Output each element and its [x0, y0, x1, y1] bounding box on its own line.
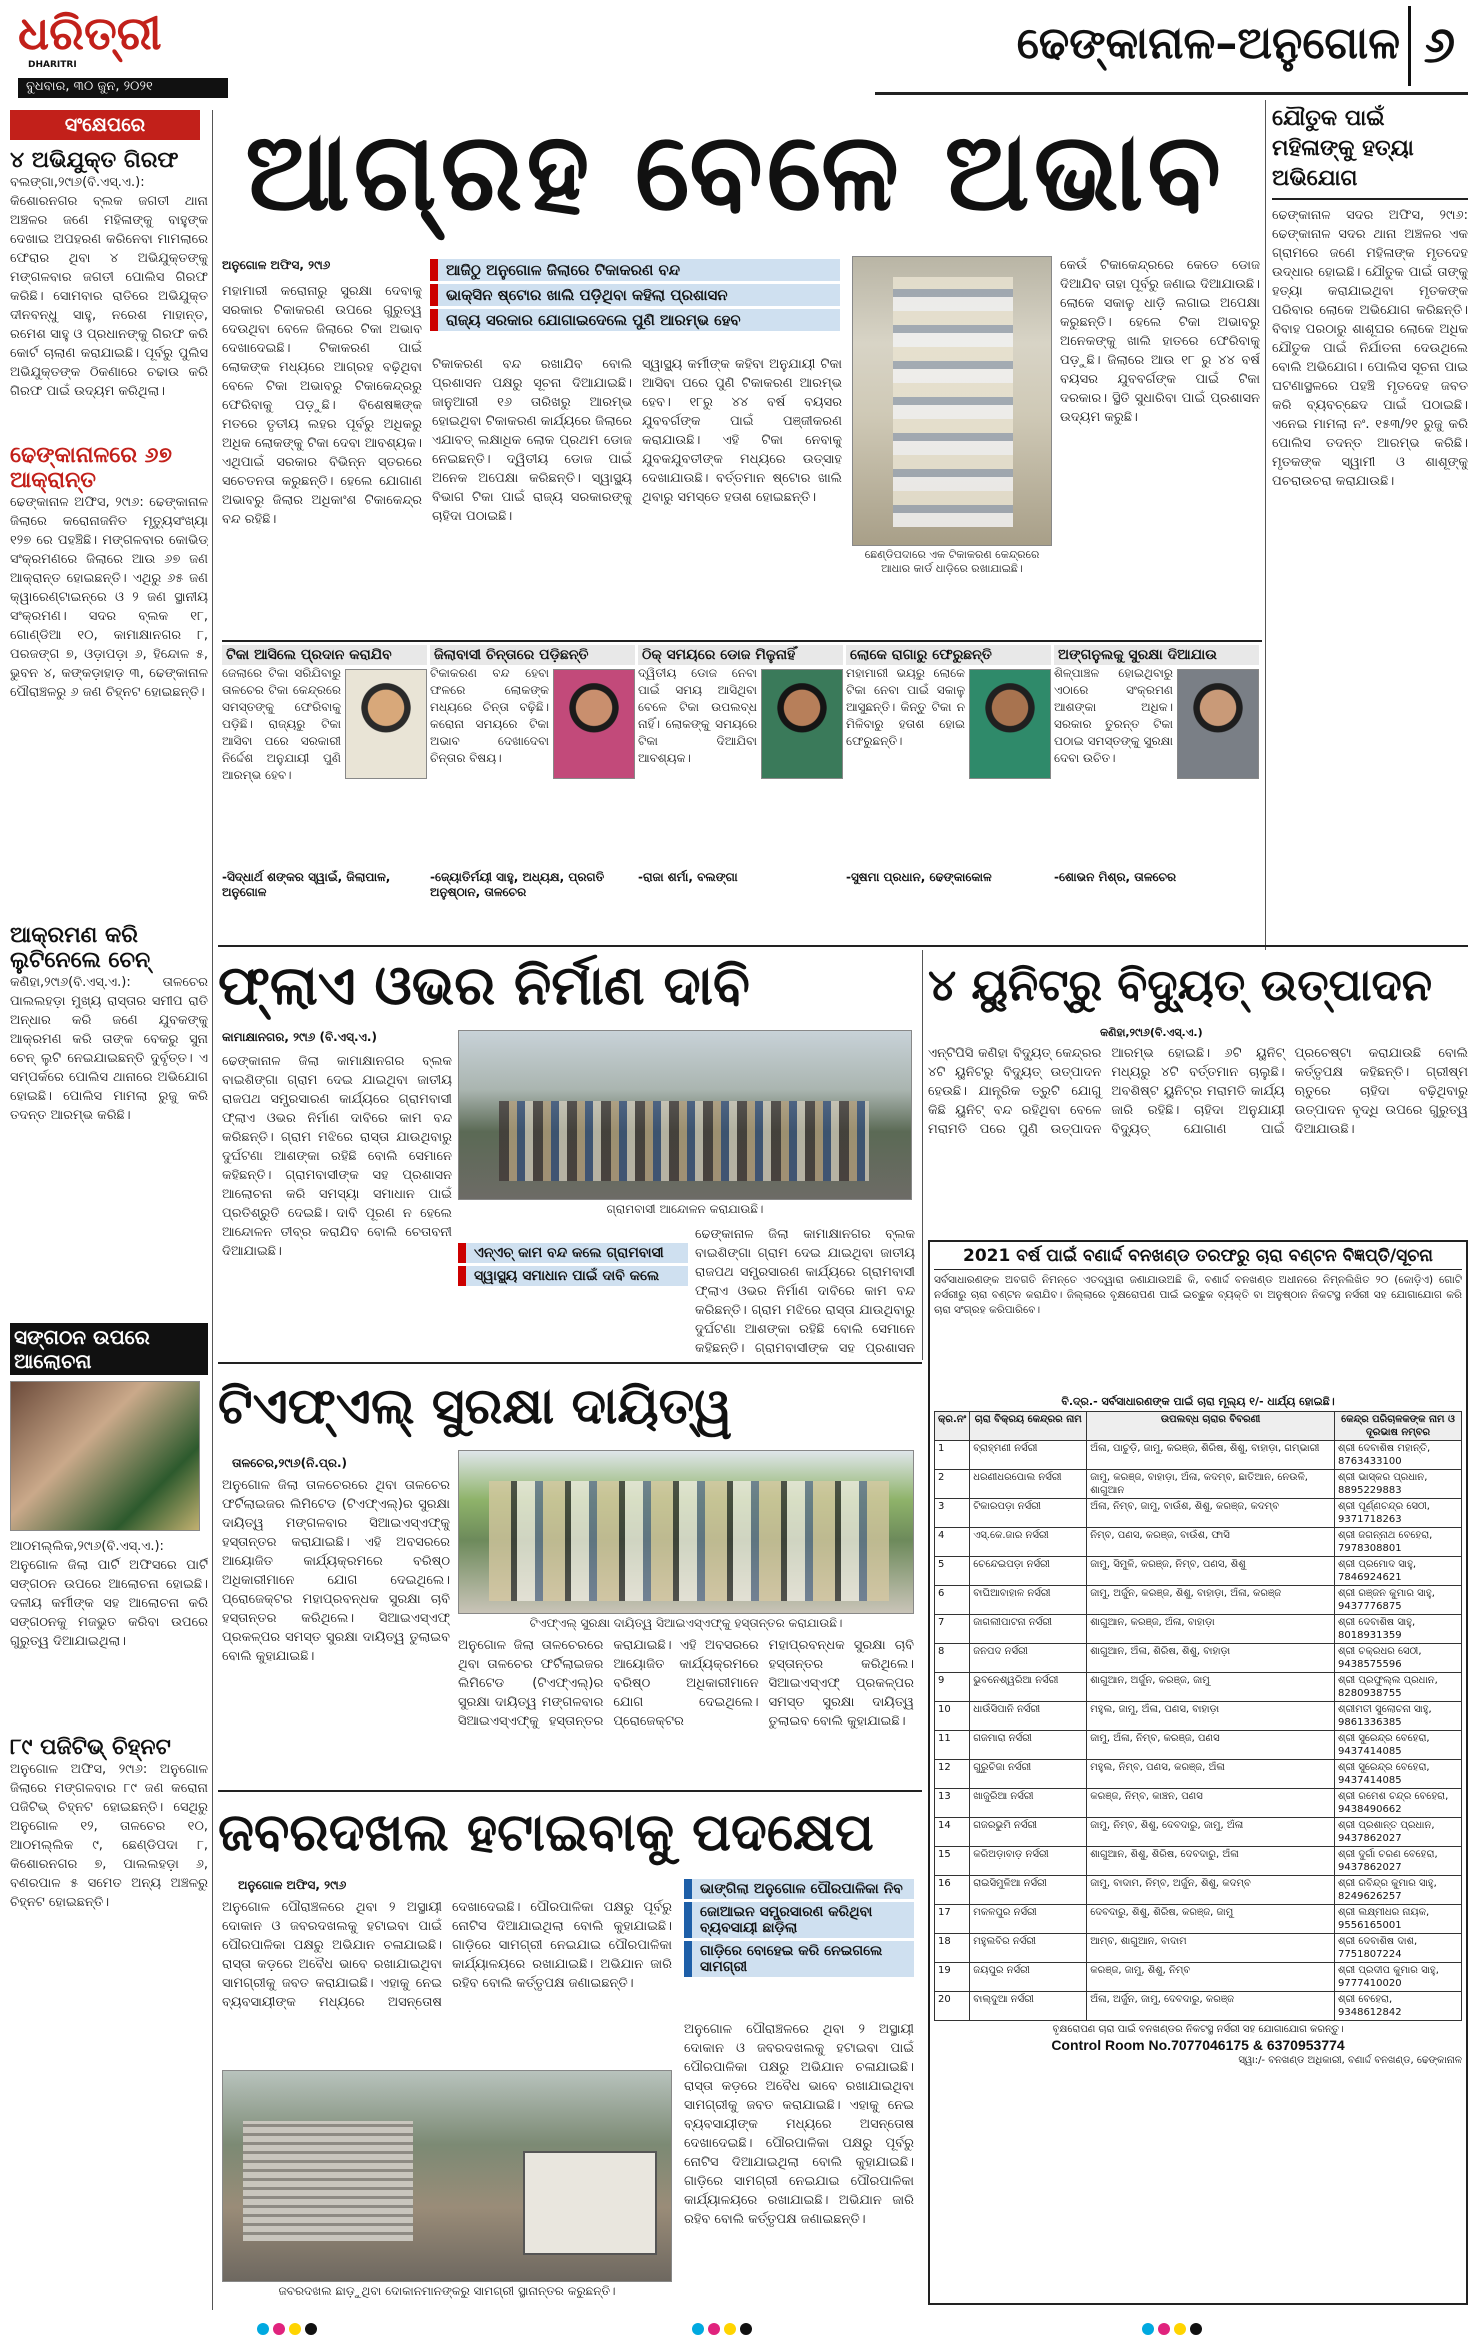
- table-cell: 9: [935, 1673, 970, 1702]
- lead-photo-caption: ଛେଣ୍ଡିପଦାରେ ଏକ ଟିକାକରଣ କେନ୍ଦ୍ରରେ ଆଧାର କାର୍ଡ ଧାଡ଼ିରେ ରଖାଯାଇଛି।: [864, 548, 1040, 575]
- dowry-headline: ଯୌତୁକ ପାଇଁ ମହିଳାଙ୍କୁ ହତ୍ୟା ଅଭିଯୋଗ: [1272, 104, 1468, 200]
- table-cell: ଶ୍ରୀ ଦୁର୍ଗା ଚରଣ ବେହେରା, 9437862027: [1335, 1847, 1462, 1876]
- encroach-bullet: ଜୋଆଇନ ସମ୍ପ୍ରସାରଣ କରିଥିବା ବ୍ୟବସାୟୀ ଛାଡ଼ିଲା: [684, 1902, 914, 1938]
- table-cell: ମକଳପୁର ନର୍ସରୀ: [970, 1905, 1087, 1934]
- table-cell: ଆମ୍ବ, ଶାଗୁଆନ, ବାଦାମ: [1087, 1934, 1335, 1963]
- section-rule: [218, 945, 1468, 947]
- table-cell: 15: [935, 1847, 970, 1876]
- avatar: [761, 669, 843, 779]
- table-cell: ଶ୍ରୀ ବେହେରା, 9348612842: [1335, 1992, 1462, 2021]
- brief-headline: ୮୯ ପଜିଟିଭ୍ ଚିହ୍ନଟ: [10, 1735, 171, 1760]
- table-cell: ଶ୍ରୀ ସୁରେନ୍ଦ୍ର ବେହେରା, 9437414085: [1335, 1760, 1462, 1789]
- table-cell: ଜୟପୁର ନର୍ସରୀ: [970, 1963, 1087, 1992]
- table-cell: ଶ୍ରୀ ପୂର୍ଣ୍ଣଚନ୍ଦ୍ର ସେଠୀ, 9371718263: [1335, 1499, 1462, 1528]
- table-cell: ଶ୍ରୀ ଚକ୍ରଧର ସେଠୀ, 9438575596: [1335, 1644, 1462, 1673]
- table-cell: ଜାମୁ, ନିମ୍ବ, ଶିଶୁ, ଦେବଦାରୁ, ଜାମୁ, ଅଁଳା: [1087, 1818, 1335, 1847]
- table-cell: ନିମ୍ବ, ପଣସ, କରଞ୍ଜ, ବାଉଁଶ, ଫାସି: [1087, 1528, 1335, 1557]
- table-cell: 4: [935, 1528, 970, 1557]
- table-cell: ଜାଗଲୀପାଟନା ନର୍ସରୀ: [970, 1615, 1087, 1644]
- table-row: [935, 1615, 1462, 1644]
- table-cell: ବାଘିଆବାହାଳ ନର୍ସରୀ: [970, 1586, 1087, 1615]
- lead-body-col2: ଟିକାକରଣ ବନ୍ଦ ରଖାଯିବ ବୋଲି ପ୍ରଶାସନ ପକ୍ଷରୁ ସୂଚନା ଦିଆଯାଇଛି। ଜାନୁଆରୀ ୧୬ ତାରିଖରୁ ଆରମ୍ଭ ହୋଇଥିବା ଟିକାକରଣ କାର୍ଯ୍ୟରେ ଜିଲାରେ ଏଯାବତ୍ ଲକ୍ଷାଧିକ ଲୋକ ପ୍ରଥମ ଡୋଜ ନେଇଛନ୍ତି। ଦ୍ୱିତୀୟ ଡୋଜ ପାଇଁ ଅନେକ ଅପେକ୍ଷା କରିଛନ୍ତି। ସ୍ୱାସ୍ଥ୍ୟ ବିଭାଗ ଟିକା ପାଇଁ ରାଜ୍ୟ ସରକାରଙ୍କୁ ଚାହିଦା ପଠାଇଛି।: [432, 357, 632, 524]
- avatar: [345, 669, 427, 779]
- logo-text: ଧରିତ୍ରୀ: [18, 6, 162, 60]
- table-cell: ଅଁଳା, ପାଚୁଡ଼ି, ଜାମୁ, କରଞ୍ଜ, ଶିରିଷ, ଶିଶୁ, ବାହାଡ଼ା, ଗମ୍ଭାରୀ: [1087, 1441, 1335, 1470]
- brief-item: [10, 1735, 208, 1990]
- flyover-body-text: ଢେଙ୍କାନାଳ ଜିଲା କାମାକ୍ଷାନଗର ବ୍ଲକ ବାଇଶିଙ୍ଗା ଗ୍ରାମ ଦେଇ ଯାଇଥିବା ଜାତୀୟ ରାଜପଥ ସମ୍ପ୍ରସାରଣ କାର୍ଯ୍ୟରେ ଗ୍ରାମବାସୀ ଫ୍ଲାଏ ଓଭର ନିର୍ମାଣ ଦାବିରେ କାମ ବନ୍ଦ କରିଛନ୍ତି। ଗ୍ରାମ ମଝିରେ ରାସ୍ତା ଯାଉଥିବାରୁ ଦୁର୍ଘଟଣା ଆଶଙ୍କା ରହିଛି ବୋଲି ସେମାନେ କହିଛନ୍ତି। ଗ୍ରାମବାସୀଙ୍କ ସହ ପ୍ରଶାସନ: [695, 1227, 915, 1355]
- table-cell: ମହୁଲବିର ନର୍ସରୀ: [970, 1934, 1087, 1963]
- black-dot-icon: [305, 2323, 317, 2335]
- encroach-bullets: [684, 1876, 914, 2016]
- brief-body: କଣିହା,୨୯ା୬(ବି.ଏସ୍.ଏ.): ତାଳଚେର ପାଲଲହଡ଼ା ମୁଖ୍ୟ ରାସ୍ତାର ସମୀପ ରାତି ଅନ୍ଧାର କରି ଜଣେ ଯୁବକଙ୍କୁ ଆକ୍ରମଣ କରି ତାଙ୍କ ବେକରୁ ସୁନା ଚେନ୍ ଲୁଟି ନେଇଯାଇଛନ୍ତି ଦୁର୍ବୃତ୍ତ। ଏ ସମ୍ପର୍କରେ ପୋଲିସ ଥାନାରେ ଅଭିଯୋଗ ହୋଇଛି। ପୋଲିସ ମାମଲା ରୁଜୁ କରି ତଦନ୍ତ ଆରମ୍ଭ କରିଛି।: [10, 975, 208, 1123]
- brief-item: [10, 148, 208, 433]
- table-cell: ଶ୍ରୀ ଭାସ୍କର ପ୍ରଧାନ, 8895229883: [1335, 1470, 1462, 1499]
- table-row: [935, 1818, 1462, 1847]
- quote-card: [846, 645, 1051, 940]
- table-cell: 2: [935, 1470, 970, 1499]
- table-cell: ଶ୍ରୀ ସୁରେନ୍ଦ୍ର ବେହେରା, 9437414085: [1335, 1731, 1462, 1760]
- power-headline: ୪ ୟୁନିଟ୍‌ରୁ ବିଦ୍ୟୁତ୍ ଉତ୍ପାଦନ: [928, 960, 1433, 1011]
- brief-label: ସଂକ୍ଷେପରେ: [10, 110, 200, 140]
- shutter-icon: [243, 2121, 413, 2241]
- table-cell: ଶ୍ରୀ ରବିନ୍ଦ୍ର କୁମାର ସାହୁ, 8249626257: [1335, 1876, 1462, 1905]
- table-cell: ଦେବଦାରୁ, ଶିଶୁ, ଶିରିଷ, କରଞ୍ଜ, ଜାମୁ: [1087, 1905, 1335, 1934]
- lead-bullet: ରାଜ୍ୟ ସରକାର ଯୋଗାଇଦେଲେ ପୁଣି ଆରମ୍ଭ ହେବ: [430, 309, 840, 331]
- table-cell: ଗଜମାରା ନର୍ସରୀ: [970, 1731, 1087, 1760]
- brief-headline: ଆକ୍ରମଣ କରି ଲୁଟିନେଲେ ଚେନ୍: [10, 923, 151, 973]
- truck-icon: [523, 2151, 657, 2255]
- masthead-rule: [875, 92, 1468, 95]
- table-row: [935, 1470, 1462, 1499]
- quote-heading: ଲୋକେ ରାଗାରୁ ଫେରୁଛନ୍ତି: [846, 645, 1051, 665]
- registration-marks: [0, 2318, 1476, 2338]
- table-cell: 16: [935, 1876, 970, 1905]
- yellow-dot-icon: [724, 2323, 736, 2335]
- table-cell: 7: [935, 1615, 970, 1644]
- table-cell: ବ୍ରାହ୍ମଣୀ ନର୍ସରୀ: [970, 1441, 1087, 1470]
- section-title-text: ଢେଙ୍କାନାଳ–ଅନୁଗୋଳ: [1016, 18, 1400, 69]
- cyan-dot-icon: [692, 2323, 704, 2335]
- table-header-row: [935, 1412, 1462, 1441]
- black-dot-icon: [740, 2323, 752, 2335]
- brief-column: [10, 110, 208, 2310]
- quote-card: [222, 645, 427, 940]
- yellow-dot-icon: [1174, 2323, 1186, 2335]
- table-header: କେନ୍ଦ୍ର ପରିଚାଳକଙ୍କ ନାମ ଓ ଦୂରଭାଷ ନମ୍ବର: [1335, 1412, 1462, 1441]
- safety-body-text: ଅନୁଗୋଳ ଜିଲା ତାଳଚେରରେ ଥିବା ତାଳଚେର ଫର୍ଟିଲାଇଜର ଲିମିଟେଡ (ଟିଏଫ୍‌ଏଲ୍)ର ସୁରକ୍ଷା ଦାୟିତ୍ୱ ମଙ୍ଗଳବାର ସିଆଇଏସ୍‌ଏଫ୍‌କୁ ହସ୍ତାନ୍ତର କରାଯାଇଛି। ଏହି ଅବସରରେ ଆୟୋଜିତ କାର୍ଯ୍ୟକ୍ରମରେ ବରିଷ୍ଠ ଅଧିକାରୀମାନେ ଯୋଗ ଦେଇଥିଲେ। ପ୍ରୋଜେକ୍ଟର ମହାପ୍ରବନ୍ଧକ ସୁରକ୍ଷା ଚାବି ହସ୍ତାନ୍ତର କରିଥିଲେ। ସିଆଇଏସ୍‌ଏଫ୍ ପ୍ରକଳ୍ପର ସମସ୍ତ ସୁରକ୍ଷା ଦାୟିତ୍ୱ ତୁଲାଇବ ବୋଲି କୁହାଯାଇଛି।: [222, 1478, 450, 1664]
- table-cell: ଶ୍ରୀ ପ୍ରମୋଦ ସାହୁ, 7846924621: [1335, 1557, 1462, 1586]
- encroach-headline: ଜବରଦଖଲ ହଟାଇବାକୁ ପଦକ୍ଷେପ: [218, 1803, 874, 1863]
- table-row: [935, 1441, 1462, 1470]
- table-cell: ଗଜରଭୁମି ନର୍ସରୀ: [970, 1818, 1087, 1847]
- crowd-icon: [499, 1101, 869, 1181]
- quote-heading: ଜିଲାବାସୀ ଚିନ୍ତାରେ ପଡ଼ିଛନ୍ତି: [430, 645, 635, 665]
- table-cell: 11: [935, 1731, 970, 1760]
- control-room: Control Room No.7077046175 & 6370953774: [1051, 2037, 1345, 2053]
- lead-body-col3: ସ୍ୱାସ୍ଥ୍ୟ କର୍ମୀଙ୍କ କହିବା ଅନୁଯାୟୀ ଟିକା ଆସିବା ପରେ ପୁଣି ଟିକାକରଣ ଆରମ୍ଭ ହେବ। ୧୮ରୁ ୪୪ ବର୍ଷ ବୟସର ଯୁବବର୍ଗଙ୍କ ପାଇଁ ପଞ୍ଜୀକରଣ କରାଯାଉଛି। ଏହି ଟିକା ନେବାକୁ ଯୁବକଯୁବତୀଙ୍କ ମଧ୍ୟରେ ଉତ୍ସାହ ଦେଖାଯାଉଛି। ବର୍ତ୍ତମାନ ଷ୍ଟୋର ଖାଲି ଥିବାରୁ ସମସ୍ତେ ହତାଶ ହୋଇଛନ୍ତି।: [642, 357, 842, 505]
- table-cell: ଶ୍ରୀ ଦେବାଶିଷ ମହାନ୍ତି, 8763433100: [1335, 1441, 1462, 1470]
- table-row: [935, 1586, 1462, 1615]
- lead-body-col1: ମହାମାରୀ କରୋନାରୁ ସୁରକ୍ଷା ଦେବାକୁ ସରକାର ଟିକାକରଣ ଉପରେ ଗୁରୁତ୍ୱ ଦେଉଥିବା ବେଳେ ଜିଲାରେ ଟିକା ଅଭାବ ଦେଖାଦେଇଛି। ଟିକାକରଣ ପାଇଁ ଲୋକଙ୍କ ମଧ୍ୟରେ ଆଗ୍ରହ ବଢ଼ିଥିବା ବେଳେ ଟିକା ଅଭାବରୁ ଟିକାକେନ୍ଦ୍ରରୁ ଫେରିବାକୁ ପଡ଼ୁଛି। ବିଶେଷଜ୍ଞଙ୍କ ମତରେ ତୃତୀୟ ଲହର ପୂର୍ବରୁ ଅଧିକରୁ ଅଧିକ ଲୋକଙ୍କୁ ଟିକା ଦେବା ଆବଶ୍ୟକ। ଏଥିପାଇଁ ସରକାର ବିଭିନ୍ନ ସ୍ତରରେ ସଚେତନତା କରୁଛନ୍ତି। ହେଲେ ଯୋଗାଣ ଅଭାବରୁ ଜିଲାର ଅଧିକାଂଶ ଟିକାକେନ୍ଦ୍ର ବନ୍ଦ ରହିଛି।: [222, 284, 422, 527]
- table-cell: ବାଲ୍ଦୁଆ ନର୍ସରୀ: [970, 1992, 1087, 2021]
- table-row: [935, 1673, 1462, 1702]
- quote-card: [638, 645, 843, 940]
- table-row: [935, 1905, 1462, 1934]
- table-cell: ଅଁଳା, ନିମ୍ବ, ଜାମୁ, ବାଉଁଶ, ଶିଶୁ, କରଞ୍ଜ, କଦମ୍ବ: [1087, 1499, 1335, 1528]
- quote-body: ମହାମାରୀ ଭୟରୁ ଲୋକେ ଟିକା ନେବା ପାଇଁ ସକାଳୁ ଆସୁଛନ୍ତି। କିନ୍ତୁ ଟିକା ନ ମିଳିବାରୁ ହତାଶ ହୋଇ ଫେରୁଛନ୍ତି।: [846, 666, 965, 748]
- table-cell: କରିଅଡ଼ାବାଡ଼ ନର୍ସରୀ: [970, 1847, 1087, 1876]
- lead-bullets: [430, 256, 840, 352]
- table-cell: 8: [935, 1644, 970, 1673]
- magenta-dot-icon: [273, 2323, 285, 2335]
- magenta-dot-icon: [1158, 2323, 1170, 2335]
- avatar: [553, 669, 635, 779]
- table-row: [935, 1557, 1462, 1586]
- brief-body: ବଲଙ୍ଗା,୨୯ା୬(ବି.ଏସ୍.ଏ.): କିଶୋରନଗର ବ୍ଲକ ଜଗତୀ ଥାନା ଅଞ୍ଚଳର ଜଣେ ମହିଳାଙ୍କୁ ବାହୁଙ୍କ ଦେଖାଇ ଅପହରଣ କରିନେବା ମାମଲାରେ ଫେରାର ଥିବା ୪ ଅଭିଯୁକ୍ତଙ୍କୁ ମଙ୍ଗଳବାର ଜଗତୀ ପୋଲିସ ଗିରଫ କରିଛି। ସୋମବାର ରାତିରେ ଅଭିଯୁକ୍ତ ଦୀନବନ୍ଧୁ ସାହୁ, ନରେଶ ମାହାନ୍ତ, ରମେଶ ସାହୁ ଓ ପ୍ରଧାନଙ୍କୁ ଗିରଫ କରି କୋର୍ଟ ଚାଲାଣ କରାଯାଇଛି। ପୂର୍ବରୁ ପୁଲିସ ଅଭିଯୁକ୍ତଙ୍କ ଠିକଣାରେ ଚଢାଉ କରି ଗିରଫ ପାଇଁ ଉଦ୍ୟମ କରିଥିଲା।: [10, 175, 208, 399]
- magenta-dot-icon: [708, 2323, 720, 2335]
- table-cell: ମହୁଲ, ନିମ୍ବ, ପଣସ, କରଞ୍ଜ, ଅଁଳା: [1087, 1760, 1335, 1789]
- color-dots-center: [690, 2320, 770, 2336]
- issue-date: ବୁଧବାର, ୩୦ ଜୁନ, ୨୦୨୧: [18, 78, 228, 98]
- notice-footer-note: ବୃକ୍ଷରୋପଣ ଚାରା ପାଇଁ ବନଖଣ୍ଡର ନିକଟସ୍ଥ ନର୍ସରୀ ସହ ଯୋଗାଯୋଗ କରନ୍ତୁ।: [1052, 2024, 1344, 2035]
- lead-photo: [852, 256, 1052, 546]
- table-cell: ଏସ୍.କେ.ଜାର ନର୍ସରୀ: [970, 1528, 1087, 1557]
- flyover-bullet: ସ୍ୱାସ୍ଥ୍ୟ ସମାଧାନ ପାଇଁ ଦାବି କଲେ: [458, 1266, 688, 1286]
- quote-heading: ଟିକା ଆସିଲେ ପ୍ରଦାନ କରାଯିବ: [222, 645, 427, 665]
- brief-item: [10, 923, 208, 1313]
- flyover-body: [222, 1052, 452, 1352]
- safety-photo-caption: ଟିଏଫ୍‌ଏଲ୍ ସୁରକ୍ଷା ଦାୟିତ୍ୱ ସିଆଇଏସ୍‌ଏଫ୍‌କୁ ହସ୍ତାନ୍ତର କରାଯାଉଛି।: [529, 1616, 843, 1630]
- flyover-bullets: [458, 1240, 688, 1310]
- section-rule: [218, 1362, 922, 1364]
- table-cell: 5: [935, 1557, 970, 1586]
- table-cell: ଶ୍ରୀମତୀ ସୁଲୋଚନା ସାହୁ, 9861336385: [1335, 1702, 1462, 1731]
- encroach-photo-caption: ଜବରଦଖଲ ଛାଡ଼ୁଥିବା ଦୋକାନମାନଙ୍କରୁ ସାମଗ୍ରୀ ସ୍ଥାନାନ୍ତର କରୁଛନ୍ତି।: [278, 2284, 616, 2298]
- table-cell: ଜାମୁ, ଅର୍ଜୁନ, କରଞ୍ଜ, ଶିଶୁ, ବାହାଡ଼ା, ଅଁଳା, କରଞ୍ଜ: [1087, 1586, 1335, 1615]
- table-cell: ମହୁଲ, ଜାମୁ, ଅଁଳା, ପଣସ, ବାହାଡ଼ା: [1087, 1702, 1335, 1731]
- power-dateline: କଣିହା,୨୯ା୬(ବି.ଏସ୍.ଏ.): [1100, 1026, 1203, 1039]
- brief-headline: ୪ ଅଭିଯୁକ୍ତ ଗିରଫ: [10, 148, 179, 173]
- lead-dateline: ଅନୁଗୋଳ ଅଫିସ, ୨୯ା୬: [222, 258, 331, 272]
- safety-photo: [458, 1450, 914, 1614]
- safety-headline: ଟିଏଫ୍‌ଏଲ୍ ସୁରକ୍ଷା ଦାୟିତ୍ୱ: [218, 1377, 733, 1435]
- quote-attribution: -ସୁଷମା ପ୍ରଧାନ, ଢେଙ୍କାକୋଳ: [846, 870, 992, 884]
- cyan-dot-icon: [1142, 2323, 1154, 2335]
- table-cell: ଜାମୁ, କରଞ୍ଜ, ବାହାଡ଼ା, ଅଁଳା, କଦମ୍ବ, ଛାତିଆନ, ନେଉଳି, ଶାଗୁଆନ: [1087, 1470, 1335, 1499]
- lead-bullet: ଆଜିଠୁ ଅନୁଗୋଳ ଜିଲାରେ ଟିକାକରଣ ବନ୍ଦ: [430, 259, 840, 281]
- brief-body: ଅନୁଗୋଳ ଅଫିସ, ୨୯ା୬: ଅନୁଗୋଳ ଜିଲାରେ ମଙ୍ଗଳବାର ୮୯ ଜଣ କରୋନା ପଜିଟିଭ୍ ଚିହ୍ନଟ ହୋଇଛନ୍ତି। ସେଥିରୁ ଅନୁଗୋଳ ୧୨, ତାଳଚେର ୧୦, ଆଠମଲ୍ଲିକ ୯, ଛେଣ୍ଡିପଦା ୮, କିଶୋରନଗର ୭, ପାଲଲହଡ଼ା ୬, ବଣରପାଳ ୫ ସମେତ ଅନ୍ୟ ଅଞ୍ଚଳରୁ ଚିହ୍ନଟ ହୋଇଛନ୍ତି।: [10, 1762, 208, 1910]
- table-cell: 19: [935, 1963, 970, 1992]
- table-cell: ଶ୍ରୀ ଦେବାଶିଷ ଦାଶ, 7751807224: [1335, 1934, 1462, 1963]
- table-cell: 6: [935, 1586, 970, 1615]
- table-row: [935, 1702, 1462, 1731]
- brief-headline: ଢେଙ୍କାନାଳରେ ୬୭ ଆକ୍ରାନ୍ତ: [10, 443, 172, 493]
- section-title: [880, 6, 1400, 86]
- flyover-body-text: ଢେଙ୍କାନାଳ ଜିଲା କାମାକ୍ଷାନଗର ବ୍ଲକ ବାଇଶିଙ୍ଗା ଗ୍ରାମ ଦେଇ ଯାଇଥିବା ଜାତୀୟ ରାଜପଥ ସମ୍ପ୍ରସାରଣ କାର୍ଯ୍ୟରେ ଗ୍ରାମବାସୀ ଫ୍ଲାଏ ଓଭର ନିର୍ମାଣ ଦାବିରେ କାମ ବନ୍ଦ କରିଛନ୍ତି। ଗ୍ରାମ ମଝିରେ ରାସ୍ତା ଯାଉଥିବାରୁ ଦୁର୍ଘଟଣା ଆଶଙ୍କା ରହିଛି ବୋଲି ସେମାନେ କହିଛନ୍ତି। ଗ୍ରାମବାସୀଙ୍କ ସହ ପ୍ରଶାସନ ଆଲୋଚନା କରି ସମସ୍ୟା ସମାଧାନ ପାଇଁ ପ୍ରତିଶ୍ରୁତି ଦେଇଛି। ଦାବି ପୂରଣ ନ ହେଲେ ଆନ୍ଦୋଳନ ତୀବ୍ର କରାଯିବ ବୋଲି ଚେତାବନୀ ଦିଆଯାଇଛି।: [222, 1054, 452, 1259]
- logo-sub: DHARITRI: [28, 60, 77, 70]
- encroach-body: [222, 1898, 672, 2068]
- table-cell: କରଞ୍ଜ, ନିମ୍ବ, କାଞ୍ଚନ, ପଣସ: [1087, 1789, 1335, 1818]
- notice-title: 2021 ବର୍ଷ ପାଇଁ ବଣାର୍ଦ୍ଦ ବନଖଣ୍ଡ ତରଫରୁ ଚାରା ବଣ୍ଟନ ବିଜ୍ଞପ୍ତି/ସୂଚନା: [934, 1246, 1462, 1270]
- table-row: [935, 1499, 1462, 1528]
- lead-headline: ଆଗ୍ରହ ବେଳେ ଅଭାବ: [245, 110, 1225, 235]
- encroach-body-text: ଅନୁଗୋଳ ପୌରାଞ୍ଚଳରେ ଥିବା ୨ ଅସ୍ଥାୟୀ ଦୋକାନ ଓ ଜବରଦଖଲକୁ ହଟାଇବା ପାଇଁ ପୌରପାଳିକା ପକ୍ଷରୁ ଅଭିଯାନ ଚଳାଯାଇଛି। ରାସ୍ତା କଡ଼ରେ ଅବୈଧ ଭାବେ ରଖାଯାଇଥିବା ସାମଗ୍ରୀକୁ ଜବତ କରାଯାଇଛି। ଏହାକୁ ନେଇ ବ୍ୟବସାୟୀଙ୍କ ମଧ୍ୟରେ ଅସନ୍ତୋଷ ଦେଖାଦେଇଛି। ପୌରପାଳିକା ପକ୍ଷରୁ ପୂର୍ବରୁ ନୋଟିସ ଦିଆଯାଇଥିଲା ବୋଲି କୁହାଯାଇଛି। ଗାଡ଼ିରେ ସାମଗ୍ରୀ ନେଇଯାଇ ପୌରପାଳିକା କାର୍ଯ୍ୟାଳୟରେ ରଖାଯାଇଛି। ଅଭିଯାନ ଜାରି ରହିବ ବୋଲି କର୍ତ୍ତୃପକ୍ଷ ଜଣାଇଛନ୍ତି।: [684, 2022, 914, 2227]
- column-divider: [922, 950, 923, 1360]
- table-cell: 18: [935, 1934, 970, 1963]
- notice-sub: ବି.ଦ୍ର.- ସର୍ବସାଧାରଣଙ୍କ ପାଇଁ ଚାରା ମୂଲ୍ୟ ୧/- ଧାର୍ଯ୍ୟ ହୋଇଛି।: [1061, 1395, 1335, 1408]
- table-cell: ଜାମୁ, ଅଁଳା, ନିମ୍ବ, କରଞ୍ଜ, ପଣସ: [1087, 1731, 1335, 1760]
- quote-body: ଟିକାକରଣ ବନ୍ଦ ହେବା ଫଳରେ ଲୋକଙ୍କ ମଧ୍ୟରେ ଚିନ୍ତା ବଢ଼ିଛି। କରୋନା ସମୟରେ ଟିକା ଅଭାବ ଦେଖାଦେବା ଚିନ୍ତାର ବିଷୟ।: [430, 666, 549, 765]
- color-dots-left: [255, 2320, 335, 2336]
- page-number: ୬: [1408, 6, 1468, 86]
- brief-body: ଢେଙ୍କାନାଳ ଅଫିସ, ୨୯ା୬: ଢେଙ୍କାନାଳ ଜିଲାରେ କରୋନାଜନିତ ମୃତ୍ୟୁସଂଖ୍ୟା ୧୨୭ ରେ ପହଞ୍ଚିଛି। ମଙ୍ଗଳବାର କୋଭିଡ୍ ସଂକ୍ରମଣରେ ଜିଲାରେ ଆଉ ୬୭ ଜଣ ଆକ୍ରାନ୍ତ ହୋଇଛନ୍ତି। ଏଥିରୁ ୬୫ ଜଣ କ୍ୱାରେଣ୍ଟାଇନ୍‌ରେ ଓ ୨ ଜଣ ସ୍ଥାନୀୟ ସଂକ୍ରମଣ। ସଦର ବ୍ଲକ ୧୮, ଗୋଣ୍ଡିଆ ୧୦, କାମାକ୍ଷାନଗର ୮, ପରଜଙ୍ଗ ୭, ଓଡ଼ାପଡ଼ା ୬, ହିନ୍ଦୋଳ ୫, ଭୁବନ ୪, କଙ୍କଡ଼ାହାଡ଼ ୩, ଢେଙ୍କାନାଳ ପୌରାଞ୍ଚଳରୁ ୬ ଜଣ ଚିହ୍ନଟ ହୋଇଛନ୍ତି।: [10, 495, 208, 700]
- forest-notice: [928, 1240, 1468, 2305]
- safety-body-cont: [458, 1636, 914, 1786]
- table-cell: 13: [935, 1789, 970, 1818]
- brief-headline: ସଙ୍ଗଠନ ଉପରେ ଆଲୋଚନା: [10, 1323, 208, 1375]
- table-cell: ଶ୍ରୀ ଜଗନ୍ନାଥ ବେହେରା, 7978308801: [1335, 1528, 1462, 1557]
- table-cell: ଗୁରୁଚିଜା ନର୍ସରୀ: [970, 1760, 1087, 1789]
- table-row: [935, 1731, 1462, 1760]
- aadhaar-cards-icon: [893, 277, 1013, 527]
- brief-item: [10, 443, 208, 913]
- table-cell: 20: [935, 1992, 970, 2021]
- quote-body: ଜେଲାରେ ଟିକା ସରିଯିବାରୁ ତାଳଚେର ଟିକା କେନ୍ଦ୍ରରେ ସମସ୍ତଙ୍କୁ ଫେରିବାକୁ ପଡ଼ିଛି। ରାଜ୍ୟରୁ ଟିକା ଆସିବା ପରେ ସରକାରୀ ନିର୍ଦ୍ଦେଶ ଅନୁଯାୟୀ ପୁଣି ଆରମ୍ଭ ହେବ।: [222, 666, 341, 782]
- table-cell: ଜାମୁ, ସିମୁଳି, କରଞ୍ଜ, ନିମ୍ବ, ପଣସ, ଶିଶୁ: [1087, 1557, 1335, 1586]
- encroach-body-text: ଅନୁଗୋଳ ପୌରାଞ୍ଚଳରେ ଥିବା ୨ ଅସ୍ଥାୟୀ ଦୋକାନ ଓ ଜବରଦଖଲକୁ ହଟାଇବା ପାଇଁ ପୌରପାଳିକା ପକ୍ଷରୁ ଅଭିଯାନ ଚଳାଯାଇଛି। ରାସ୍ତା କଡ଼ରେ ଅବୈଧ ଭାବେ ରଖାଯାଇଥିବା ସାମଗ୍ରୀକୁ ଜବତ କରାଯାଇଛି। ଏହାକୁ ନେଇ ବ୍ୟବସାୟୀଙ୍କ ମଧ୍ୟରେ ଅସନ୍ତୋଷ ଦେଖାଦେଇଛି। ପୌରପାଳିକା ପକ୍ଷରୁ ପୂର୍ବରୁ ନୋଟିସ ଦିଆଯାଇଥିଲା ବୋଲି କୁହାଯାଇଛି। ଗାଡ଼ିରେ ସାମଗ୍ରୀ ନେଇଯାଇ ପୌରପାଳିକା କାର୍ଯ୍ୟାଳୟରେ ରଖାଯାଇଛି। ଅଭିଯାନ ଜାରି ରହିବ ବୋଲି କର୍ତ୍ତୃପକ୍ଷ ଜଣାଇଛନ୍ତି।: [222, 1900, 672, 2010]
- yellow-dot-icon: [289, 2323, 301, 2335]
- flyover-body-cont: [695, 1225, 915, 1355]
- flyover-photo-caption: ଗ୍ରାମବାସୀ ଆନ୍ଦୋଳନ କରାଯାଉଛି।: [606, 1202, 764, 1216]
- table-row: [935, 1876, 1462, 1905]
- column-divider: [1265, 100, 1266, 950]
- quote-card: [1054, 645, 1259, 940]
- quote-heading: ଠିକ୍ ସମୟରେ ଡୋଜ ମିଳୁନାହିଁ: [638, 645, 843, 665]
- table-cell: ଶ୍ରୀ ଲକ୍ଷ୍ମୀଧର ନାୟକ, 9556165001: [1335, 1905, 1462, 1934]
- lead-body-col4: କେଉଁ ଟିକାକେନ୍ଦ୍ରରେ କେତେ ଡୋଜ ଦିଆଯିବ ତାହା ପୂର୍ବରୁ ଜଣାଇ ଦିଆଯାଉଛି। ଲୋକେ ସକାଳୁ ଧାଡ଼ି ଲଗାଇ ଅପେକ୍ଷା କରୁଛନ୍ତି। ହେଲେ ଟିକା ଅଭାବରୁ ଅନେକଙ୍କୁ ଖାଲି ହାତରେ ଫେରିବାକୁ ପଡ଼ୁଛି। ଜିଲାରେ ଆଉ ୧୮ ରୁ ୪୪ ବର୍ଷ ବୟସର ଯୁବବର୍ଗଙ୍କ ପାଇଁ ଟିକା ଦରକାର। ସ୍ଥିତି ସୁଧାରିବା ପାଇଁ ପ୍ରଶାସନ ଉଦ୍ୟମ କରୁଛି।: [1060, 258, 1260, 425]
- table-row: [935, 1760, 1462, 1789]
- quote-body: ଶିଳ୍ପାଞ୍ଚଳ ହୋଇଥିବାରୁ ଏଠାରେ ସଂକ୍ରମଣ ଆଶଙ୍କା ଅଧିକ। ସରକାର ତୁରନ୍ତ ଟିକା ପଠାଇ ସମସ୍ତଙ୍କୁ ସୁରକ୍ଷା ଦେବା ଉଚିତ।: [1054, 666, 1173, 765]
- dowry-story: [1272, 104, 1468, 944]
- table-row: [935, 1528, 1462, 1557]
- table-cell: ଅଁଳା, ଅର୍ଜୁନ, ଜାମୁ, ଦେବଦାରୁ, କରଞ୍ଜ: [1087, 1992, 1335, 2021]
- brief-item: [10, 1323, 208, 1727]
- table-cell: ଶ୍ରୀ ଦେବାଶିଷ ସାହୁ, 8018931359: [1335, 1615, 1462, 1644]
- flyover-bullet: ଏନ୍‌ଏଚ୍ କାମ ବନ୍ଦ କଲେ ଗ୍ରାମବାସୀ: [458, 1243, 688, 1263]
- table-header: କ୍ର.ନଂ: [935, 1412, 970, 1441]
- brief-photo: [10, 1381, 200, 1531]
- avatar: [1177, 669, 1259, 779]
- encroach-bullet: ଭାଙ୍ଗିଲା ଅନୁଗୋଳ ପୌରପାଳିକା ନିବ: [684, 1879, 914, 1899]
- table-cell: 3: [935, 1499, 970, 1528]
- table-cell: ଜନପଦ ନର୍ସରୀ: [970, 1644, 1087, 1673]
- logo: [18, 6, 208, 66]
- encroach-photo: [222, 2070, 672, 2282]
- table-cell: 10: [935, 1702, 970, 1731]
- table-header: ଉପଲବ୍ଧ ଚାରାର ବିବରଣୀ: [1087, 1412, 1335, 1441]
- quote-body: ଦ୍ୱିତୀୟ ଡୋଜ ନେବା ପାଇଁ ସମୟ ଆସିଥିବା ବେଳେ ଟିକା ଉପଲବ୍ଧ ନାହିଁ। ଲୋକଙ୍କୁ ସମୟରେ ଟିକା ଦିଆଯିବା ଆବଶ୍ୟକ।: [638, 666, 757, 765]
- quote-attribution: -ରାଜା ଶର୍ମା, ବଲଙ୍ଗା: [638, 870, 738, 884]
- power-body: ଏନ୍‌ଟିପିସି କଣିହା ବିଦ୍ୟୁତ୍ କେନ୍ଦ୍ରର ୪ଟି ୟୁନିଟରୁ ବିଦ୍ୟୁତ୍ ଉତ୍ପାଦନ ହେଉଛି। ଯାନ୍ତ୍ରିକ ତ୍ରୁଟି ଯୋଗୁ କିଛି ୟୁନିଟ୍ ବନ୍ଦ ରହିଥିବା ବେଳେ ମରାମତି ପରେ ପୁଣି ଉତ୍ପାଦନ ଆରମ୍ଭ ହୋଇଛି। ୬ଟି ୟୁନିଟ୍ ମଧ୍ୟରୁ ୪ଟି ବର୍ତ୍ତମାନ ଚାଲୁଛି। ଅବଶିଷ୍ଟ ୟୁନିଟ୍‌ର ମରାମତି କାର୍ଯ୍ୟ ଜାରି ରହିଛି। ଚାହିଦା ଅନୁଯାୟୀ ବିଦ୍ୟୁତ୍ ଯୋଗାଣ ପାଇଁ ପ୍ରଚେଷ୍ଟା କରାଯାଉଛି ବୋଲି କର୍ତ୍ତୃପକ୍ଷ କହିଛନ୍ତି। ଗ୍ରୀଷ୍ମ ଋତୁରେ ଚାହିଦା ବଢ଼ିଥିବାରୁ ଉତ୍ପାଦନ ବୃଦ୍ଧି ଉପରେ ଗୁରୁତ୍ୱ ଦିଆଯାଉଛି।: [928, 1046, 1468, 1137]
- table-header: ଚାରା ବିକ୍ରୟ କେନ୍ଦ୍ରର ନାମ: [970, 1412, 1087, 1441]
- table-cell: ଶ୍ରୀ ରଞ୍ଜନ କୁମାର ସାହୁ, 9437776875: [1335, 1586, 1462, 1615]
- column-divider: [212, 110, 213, 2310]
- table-row: [935, 1644, 1462, 1673]
- table-row: [935, 1992, 1462, 2021]
- encroach-body-cont: [684, 2020, 914, 2300]
- encroach-dateline: ଅନୁଗୋଳ ଅଫିସ, ୨୯ା୬: [238, 1878, 347, 1892]
- table-cell: ଜାମୁ, ବାଦାମ, ନିମ୍ବ, ଅର୍ଜୁନ, ଶିଶୁ, କଦମ୍ବ: [1087, 1876, 1335, 1905]
- quote-attribution: -ଶୋଭନ ମିଶ୍ର, ତାଳଚେର: [1054, 870, 1177, 884]
- table-cell: ଟିକାରପଡ଼ା ନର୍ସରୀ: [970, 1499, 1087, 1528]
- table-row: [935, 1963, 1462, 1992]
- quote-attribution: -ଜ୍ୟୋତିର୍ମୟୀ ସାହୁ, ଅଧ୍ୟକ୍ଷ, ପ୍ରଗତି ଅନୁଷ୍ଠାନ, ତାଳଚେର: [430, 870, 605, 899]
- lead-bullet: ଭାକ୍ସିନ ଷ୍ଟୋର ଖାଲି ପଡ଼ିଥିବା କହିଲା ପ୍ରଶାସନ: [430, 284, 840, 306]
- table-cell: ଶ୍ରୀ ରମେଶ ଚନ୍ଦ୍ର ବେହେରା, 9438490662: [1335, 1789, 1462, 1818]
- flyover-dateline: କାମାକ୍ଷାନଗର, ୨୯ା୬ (ବି.ଏସ୍.ଏ.): [222, 1030, 377, 1044]
- table-row: [935, 1847, 1462, 1876]
- table-cell: ଭୁବନେଶ୍ୱରିଆ ନର୍ସରୀ: [970, 1673, 1087, 1702]
- masthead: [0, 0, 1476, 100]
- table-cell: ଚେନ୍ଦେଇପଡ଼ା ନର୍ସରୀ: [970, 1557, 1087, 1586]
- table-cell: 1: [935, 1441, 970, 1470]
- officials-group-icon: [489, 1481, 889, 1601]
- section-rule: [218, 1790, 922, 1792]
- avatar: [969, 669, 1051, 779]
- quote-attribution: -ସିଦ୍ଧାର୍ଥ ଶଙ୍କର ସ୍ୱାଇଁ, ଜିଲାପାଳ, ଅନୁଗୋଳ: [222, 870, 391, 899]
- nursery-table: [934, 1411, 1462, 2021]
- quote-heading: ଅଙ୍ଗନୁଲକୁ ସୁରକ୍ଷା ଦିଆଯାଉ: [1054, 645, 1259, 665]
- table-cell: ରାଇସିମୁଳିଆ ନର୍ସରୀ: [970, 1876, 1087, 1905]
- brief-body: ଆଠମଲ୍ଲିକ,୨୯ା୬(ବି.ଏସ୍.ଏ.): ଅନୁଗୋଳ ଜିଲା ପାର୍ଟି ଅଫିସରେ ପାର୍ଟି ସଙ୍ଗଠନ ଉପରେ ଆଲୋଚନା ହୋଇଛି। ଦଳୀୟ କର୍ମୀଙ୍କ ସହ ଆଲୋଚନା କରି ସଙ୍ଗଠନକୁ ମଜଭୁତ କରିବା ଉପରେ ଗୁରୁତ୍ୱ ଦିଆଯାଇଥିଲା।: [10, 1539, 208, 1649]
- table-cell: ଶାଗୁଆନ, ଶିଶୁ, ଶିରିଷ, ଦେବଦାରୁ, ଅଁଳା: [1087, 1847, 1335, 1876]
- notice-signature: ସ୍ୱା:/- ବନଖଣ୍ଡ ଅଧିକାରୀ, ବଣାର୍ଦ୍ଦ ବନଖଣ୍ଡ, ଢେଙ୍କାନାଳ: [1238, 2055, 1462, 2066]
- table-cell: ଧରଣୀଧରପୋଲ ନର୍ସରୀ: [970, 1470, 1087, 1499]
- safety-dateline: ତାଳଚେର,୨୯ା୬(ନି.ପ୍ର.): [232, 1456, 348, 1470]
- safety-body: [222, 1476, 450, 1676]
- black-dot-icon: [1190, 2323, 1202, 2335]
- safety-body-text: ଅନୁଗୋଳ ଜିଲା ତାଳଚେରରେ ଥିବା ତାଳଚେର ଫର୍ଟିଲାଇଜର ଲିମିଟେଡ (ଟିଏଫ୍‌ଏଲ୍)ର ସୁରକ୍ଷା ଦାୟିତ୍ୱ ମଙ୍ଗଳବାର ସିଆଇଏସ୍‌ଏଫ୍‌କୁ ହସ୍ତାନ୍ତର କରାଯାଇଛି। ଏହି ଅବସରରେ ଆୟୋଜିତ କାର୍ଯ୍ୟକ୍ରମରେ ବରିଷ୍ଠ ଅଧିକାରୀମାନେ ଯୋଗ ଦେଇଥିଲେ। ପ୍ରୋଜେକ୍ଟର ମହାପ୍ରବନ୍ଧକ ସୁରକ୍ଷା ଚାବି ହସ୍ତାନ୍ତର କରିଥିଲେ। ସିଆଇଏସ୍‌ଏଫ୍ ପ୍ରକଳ୍ପର ସମସ୍ତ ସୁରକ୍ଷା ଦାୟିତ୍ୱ ତୁଲାଇବ ବୋଲି କୁହାଯାଇଛି।: [458, 1638, 914, 1729]
- table-cell: ଖାଜୁରିଆ ନର୍ସରୀ: [970, 1789, 1087, 1818]
- table-cell: ଶାଗୁଆନ, ଅର୍ଜୁନ, କରଞ୍ଜ, ଜାମୁ: [1087, 1673, 1335, 1702]
- notice-intro: ସର୍ବସାଧାରଣଙ୍କ ଅବଗତି ନିମନ୍ତେ ଏତଦ୍ୱାରା ଜଣାଯାଉଅଛି କି, ବଣାର୍ଦ୍ଦ ବନଖଣ୍ଡ ଅଧୀନରେ ନିମ୍ନଲିଖିତ ୨୦ (କୋଡ଼ିଏ) ଗୋଟି ନର୍ସରୀରୁ ଚାରା ବଣ୍ଟନ କରାଯିବ। ଜିଲ୍ଲାରେ ବୃକ୍ଷରୋପଣ ପାଇଁ ଇଚ୍ଛୁକ ବ୍ୟକ୍ତି ବା ଅନୁଷ୍ଠାନ ନିକଟସ୍ଥ ନର୍ସରୀ ସହ ଯୋଗାଯୋଗ କରି ଚାରା ସଂଗ୍ରହ କରିପାରିବେ।: [934, 1274, 1462, 1316]
- flyover-photo: [458, 1030, 912, 1200]
- encroach-bullet: ଗାଡ଼ିରେ ବୋହେଇ କରି ନେଇଗଲେ ସାମଗ୍ରୀ: [684, 1941, 914, 1977]
- table-cell: କରଞ୍ଜ, ଜାମୁ, ଶିଶୁ, ନିମ୍ବ: [1087, 1963, 1335, 1992]
- table-cell: ଶାଗୁଆନ, ଅଁଳା, ଶିରିଷ, ଶିଶୁ, ବାହାଡ଼ା: [1087, 1644, 1335, 1673]
- table-row: [935, 1934, 1462, 1963]
- table-cell: 12: [935, 1760, 970, 1789]
- cyan-dot-icon: [257, 2323, 269, 2335]
- color-dots-right: [1140, 2320, 1220, 2336]
- table-cell: 14: [935, 1818, 970, 1847]
- flyover-headline: ଫ୍ଲାଏ ଓଭର ନିର୍ମାଣ ଦାବି: [218, 954, 750, 1017]
- table-cell: 17: [935, 1905, 970, 1934]
- dowry-body: ଢେଙ୍କାନାଳ ସଦର ଅଫିସ, ୨୯ା୬: ଢେଙ୍କାନାଳ ସଦର ଥାନା ଅଞ୍ଚଳର ଏକ ଗ୍ରାମରେ ଜଣେ ମହିଳାଙ୍କ ମୃତଦେହ ଉଦ୍ଧାର ହୋଇଛି। ଯୌତୁକ ପାଇଁ ତାଙ୍କୁ ହତ୍ୟା କରାଯାଇଥିବା ମୃତକଙ୍କ ପରିବାର ଲୋକେ ଅଭିଯୋଗ କରିଛନ୍ତି। ବିବାହ ପରଠାରୁ ଶାଶୂଘର ଲୋକେ ଅଧିକ ଯୌତୁକ ପାଇଁ ନିର୍ଯାତନା ଦେଉଥିଲେ ବୋଲି ଅଭିଯୋଗ। ପୋଲିସ ସୂଚନା ପାଇ ଘଟଣାସ୍ଥଳରେ ପହଞ୍ଚି ମୃତଦେହ ଜବତ କରି ବ୍ୟବଚ୍ଛେଦ ପାଇଁ ପଠାଇଛି। ଏନେଇ ମାମଲା ନଂ. ୧୫୩/୨୧ ରୁଜୁ କରି ପୋଲିସ ତଦନ୍ତ ଆରମ୍ଭ କରିଛି। ମୃତକଙ୍କ ସ୍ୱାମୀ ଓ ଶାଶୂଙ୍କୁ ପଚରାଉଚରା କରାଯାଉଛି।: [1272, 208, 1468, 489]
- table-cell: ଶ୍ରୀ ପ୍ରଦୀପ କୁମାର ସାହୁ, 9777410020: [1335, 1963, 1462, 1992]
- table-cell: ଧାଉଁସିପାନି ନର୍ସରୀ: [970, 1702, 1087, 1731]
- table-cell: ଶ୍ରୀ ପ୍ରଫୁଲ୍ଲ ପ୍ରଧାନ, 8280938755: [1335, 1673, 1462, 1702]
- table-cell: ଶ୍ରୀ ପ୍ରଶାନ୍ତ ପ୍ରଧାନ, 9437862027: [1335, 1818, 1462, 1847]
- table-cell: ଶାଗୁଆନ, କରଞ୍ଜ, ଅଁଳା, ବାହାଡ଼ା: [1087, 1615, 1335, 1644]
- quote-card: [430, 645, 635, 940]
- table-row: [935, 1789, 1462, 1818]
